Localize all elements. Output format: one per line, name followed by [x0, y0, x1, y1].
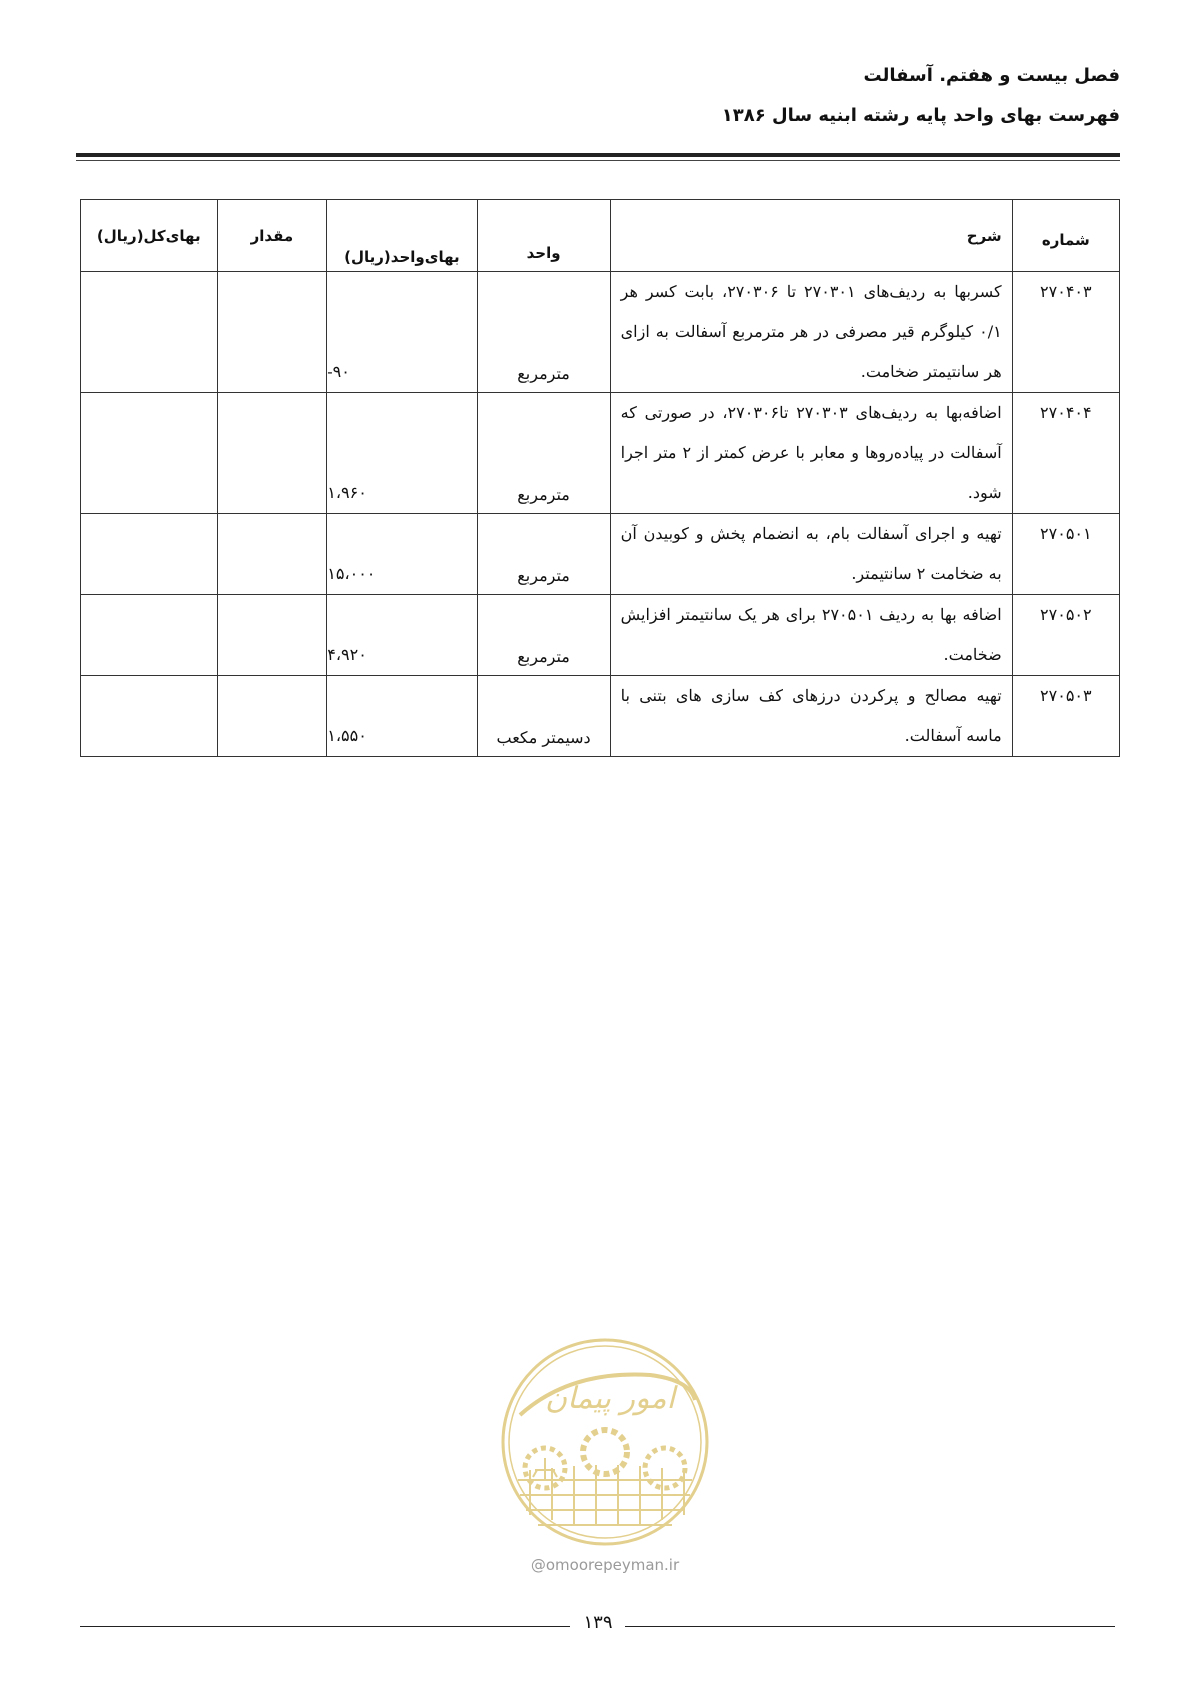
page-number: ۱۳۹ [583, 1612, 613, 1633]
row-description: اضافه بها به ردیف ۲۷۰۵۰۱ برای هر یک سانتیمتر افزایش ضخامت. [610, 595, 1012, 676]
row-total [81, 393, 218, 514]
table-row [81, 514, 1120, 595]
gear-right-icon [645, 1448, 685, 1488]
row-unit: مترمربع [477, 272, 610, 393]
price-list-table [80, 199, 1120, 757]
header-rule-thin [76, 160, 1120, 161]
logo-ring [503, 1340, 707, 1544]
row-unit-price: ۱،۵۵۰ [327, 676, 477, 757]
row-description: تهیه مصالح و پرکردن درزهای کف سازی های بتنی با ماسه آسفالت. [610, 676, 1012, 757]
footer-rule-left [80, 1626, 570, 1627]
document-subtitle: فهرست بهای واحد پایه رشته ابنیه سال ۱۳۸۶ [721, 105, 1120, 126]
row-unit: دسیمتر مکعب [477, 676, 610, 757]
watermark-site-text: @omoorepeyman.ir [530, 1556, 680, 1574]
row-unit-price: ۴،۹۲۰ [327, 595, 477, 676]
row-number: ۲۷۰۴۰۳ [1012, 272, 1119, 393]
row-description: اضافه‌بها به ردیف‌های ۲۷۰۳۰۳ تا۲۷۰۳۰۶، در صورتی که آسفالت در پیاده‌روها و معابر با عرض کمتر از ۲ متر اجرا شود. [610, 393, 1012, 514]
row-unit-price: ۱،۹۶۰ [327, 393, 477, 514]
row-unit: مترمربع [477, 595, 610, 676]
table-row [81, 595, 1120, 676]
scales-icon [533, 1458, 557, 1480]
col-header-quantity: مقدار [217, 200, 327, 272]
omoore-peyman-watermark-logo [490, 1330, 720, 1590]
table-header-row [81, 200, 1120, 272]
page-header [120, 62, 1120, 130]
header-rule-thick [76, 153, 1120, 157]
row-quantity [217, 393, 327, 514]
row-unit: مترمربع [477, 393, 610, 514]
row-total [81, 272, 218, 393]
footer-rule-right [625, 1626, 1115, 1627]
table-row [81, 676, 1120, 757]
row-number: ۲۷۰۵۰۲ [1012, 595, 1119, 676]
row-unit-price: -۹۰ [327, 272, 477, 393]
logo-text: امور پیمان [545, 1381, 675, 1416]
table-row [81, 272, 1120, 393]
col-header-unit-price: بهای‌واحد(ریال) [327, 200, 477, 272]
row-quantity [217, 676, 327, 757]
col-header-unit: واحد [477, 200, 610, 272]
col-header-number: شماره [1012, 200, 1119, 272]
row-number: ۲۷۰۵۰۳ [1012, 676, 1119, 757]
col-header-description: شرح [610, 200, 1012, 272]
table-row [81, 393, 1120, 514]
row-number: ۲۷۰۵۰۱ [1012, 514, 1119, 595]
row-unit: مترمربع [477, 514, 610, 595]
row-description: کسربها به ردیف‌های ۲۷۰۳۰۱ تا ۲۷۰۳۰۶، بابت کسر هر ۰/۱ کیلوگرم قیر مصرفی در هر مترمربع آسفالت به ازای هر سانتیمتر ضخامت. [610, 272, 1012, 393]
row-quantity [217, 595, 327, 676]
row-total [81, 595, 218, 676]
row-unit-price: ۱۵،۰۰۰ [327, 514, 477, 595]
chapter-title: فصل بیست و هفتم. آسفالت [863, 65, 1120, 86]
row-total [81, 676, 218, 757]
row-number: ۲۷۰۴۰۴ [1012, 393, 1119, 514]
row-quantity [217, 272, 327, 393]
row-quantity [217, 514, 327, 595]
col-header-total: بهای‌کل(ریال) [81, 200, 218, 272]
row-total [81, 514, 218, 595]
row-description: تهیه و اجرای آسفالت بام، به انضمام پخش و کوبیدن آن به ضخامت ۲ سانتیمتر. [610, 514, 1012, 595]
gear-icon [583, 1430, 627, 1474]
